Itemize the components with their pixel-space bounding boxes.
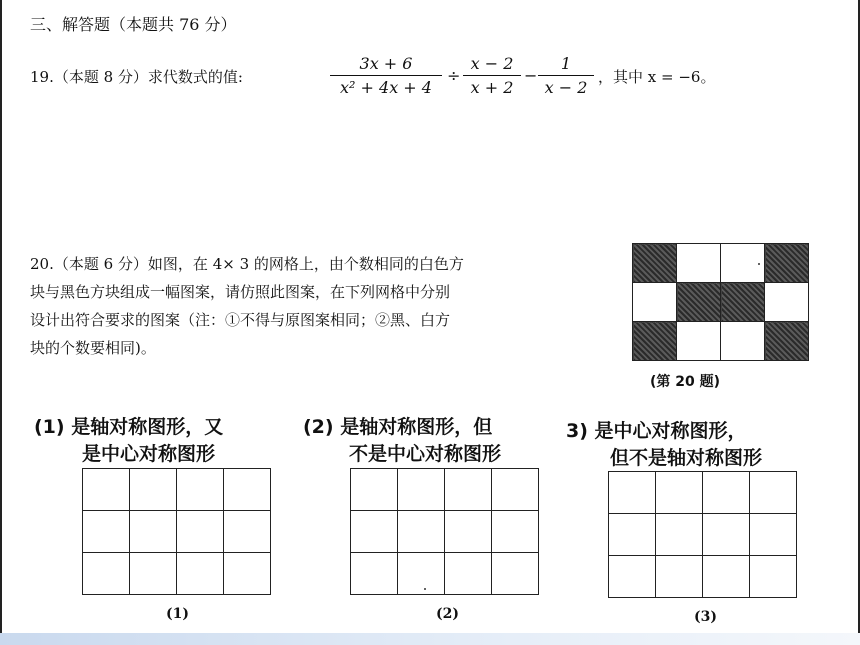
answer-grid-cell[interactable] [224, 469, 271, 511]
figure-cell-white [677, 322, 721, 361]
q20-figure-caption: (第 20 题) [650, 374, 721, 390]
part3-line1: 3) 是中心对称图形， [566, 420, 747, 442]
answer-grid-cell[interactable] [750, 556, 797, 598]
answer-grid-cell[interactable] [703, 556, 750, 598]
section-heading: 三、解答题（本题共 76 分） [30, 15, 237, 34]
q19-frac1-denominator: x² + 4x + 4 [340, 78, 432, 97]
q19-frac2-numerator: x − 2 [463, 54, 521, 76]
q20-text [30, 250, 620, 362]
q19-fraction-1 [330, 54, 442, 97]
q19-fraction-3 [538, 54, 594, 97]
part1-line1: (1) 是轴对称图形，又 [34, 416, 224, 438]
answer-grid-cell[interactable] [351, 553, 398, 595]
figure-cell-dark [677, 283, 721, 322]
figure-cell-dark [633, 322, 677, 361]
part3-answer-grid[interactable] [608, 471, 797, 598]
answer-grid-cell[interactable] [609, 556, 656, 598]
part1-description [34, 414, 223, 468]
answer-grid-cell[interactable] [656, 472, 703, 514]
part3-line2: 但不是轴对称图形 [610, 447, 763, 469]
answer-grid-cell[interactable] [83, 469, 130, 511]
answer-grid-cell[interactable] [398, 553, 445, 595]
q19-fraction-2 [463, 54, 521, 97]
answer-grid-cell[interactable] [130, 469, 177, 511]
answer-grid-cell[interactable] [609, 514, 656, 556]
part3-label: (3) [694, 609, 717, 625]
q20-line: 设计出符合要求的图案（注：①不得与原图案相同；②黑、白方 [30, 311, 451, 329]
q19-prefix: 19.（本题 8 分）求代数式的值: [30, 68, 243, 86]
answer-grid-cell[interactable] [609, 472, 656, 514]
answer-grid-cell[interactable] [492, 511, 539, 553]
q19-minus-operator: − [524, 66, 538, 85]
q19-suffix: ，其中 x = −6。 [598, 68, 716, 86]
part2-line1: (2) 是轴对称图形，但 [303, 416, 493, 438]
figure-cell-white [765, 283, 809, 322]
answer-grid-cell[interactable] [351, 511, 398, 553]
figure-cell-white [633, 283, 677, 322]
part2-description [303, 414, 501, 468]
q19-frac2-denominator: x + 2 [470, 78, 514, 97]
answer-grid-cell[interactable] [130, 553, 177, 595]
q20-figure-grid [632, 243, 809, 361]
part2-label: (2) [436, 606, 459, 622]
answer-grid-cell[interactable] [750, 472, 797, 514]
q19-frac3-denominator: x − 2 [544, 78, 588, 97]
q20-line: 20.（本题 6 分）如图，在 4× 3 的网格上，由个数相同的白色方 [30, 255, 464, 273]
answer-grid-cell[interactable] [130, 511, 177, 553]
answer-grid-cell[interactable] [445, 511, 492, 553]
answer-grid-cell[interactable] [703, 472, 750, 514]
answer-grid-cell[interactable] [492, 469, 539, 511]
part1-answer-grid[interactable] [82, 468, 271, 595]
q19-frac1-numerator: 3x + 6 [330, 54, 442, 76]
answer-grid-cell[interactable] [656, 556, 703, 598]
part2-line2: 不是中心对称图形 [349, 443, 502, 465]
bottom-band [0, 633, 860, 645]
answer-grid-cell[interactable] [351, 469, 398, 511]
answer-grid-cell[interactable] [445, 553, 492, 595]
q19-divide-operator: ÷ [447, 66, 461, 85]
figure-cell-dark [765, 322, 809, 361]
q20-line: 块的个数要相同)。 [30, 339, 156, 357]
answer-grid-cell[interactable] [177, 469, 224, 511]
scan-speck [758, 263, 760, 265]
part1-line2: 是中心对称图形 [82, 443, 216, 465]
answer-grid-cell[interactable] [703, 514, 750, 556]
answer-grid-cell[interactable] [445, 469, 492, 511]
figure-cell-dark [765, 244, 809, 283]
answer-grid-cell[interactable] [224, 511, 271, 553]
answer-grid-cell[interactable] [83, 511, 130, 553]
answer-grid-cell[interactable] [177, 511, 224, 553]
q20-line: 块与黑色方块组成一幅图案，请仿照此图案，在下列网格中分别 [30, 283, 451, 301]
answer-grid-cell[interactable] [398, 511, 445, 553]
answer-grid-cell[interactable] [177, 553, 224, 595]
scan-speck [424, 588, 426, 590]
answer-grid-cell[interactable] [398, 469, 445, 511]
figure-cell-white [677, 244, 721, 283]
figure-cell-dark [633, 244, 677, 283]
q19-frac3-numerator: 1 [538, 54, 594, 76]
left-border [0, 0, 2, 635]
figure-cell-white [721, 322, 765, 361]
answer-grid-cell[interactable] [750, 514, 797, 556]
answer-grid-cell[interactable] [492, 553, 539, 595]
answer-grid-cell[interactable] [83, 553, 130, 595]
part2-answer-grid[interactable] [350, 468, 539, 595]
part3-description [566, 418, 762, 472]
figure-cell-dark [721, 283, 765, 322]
part1-label: (1) [166, 606, 189, 622]
answer-grid-cell[interactable] [224, 553, 271, 595]
answer-grid-cell[interactable] [656, 514, 703, 556]
